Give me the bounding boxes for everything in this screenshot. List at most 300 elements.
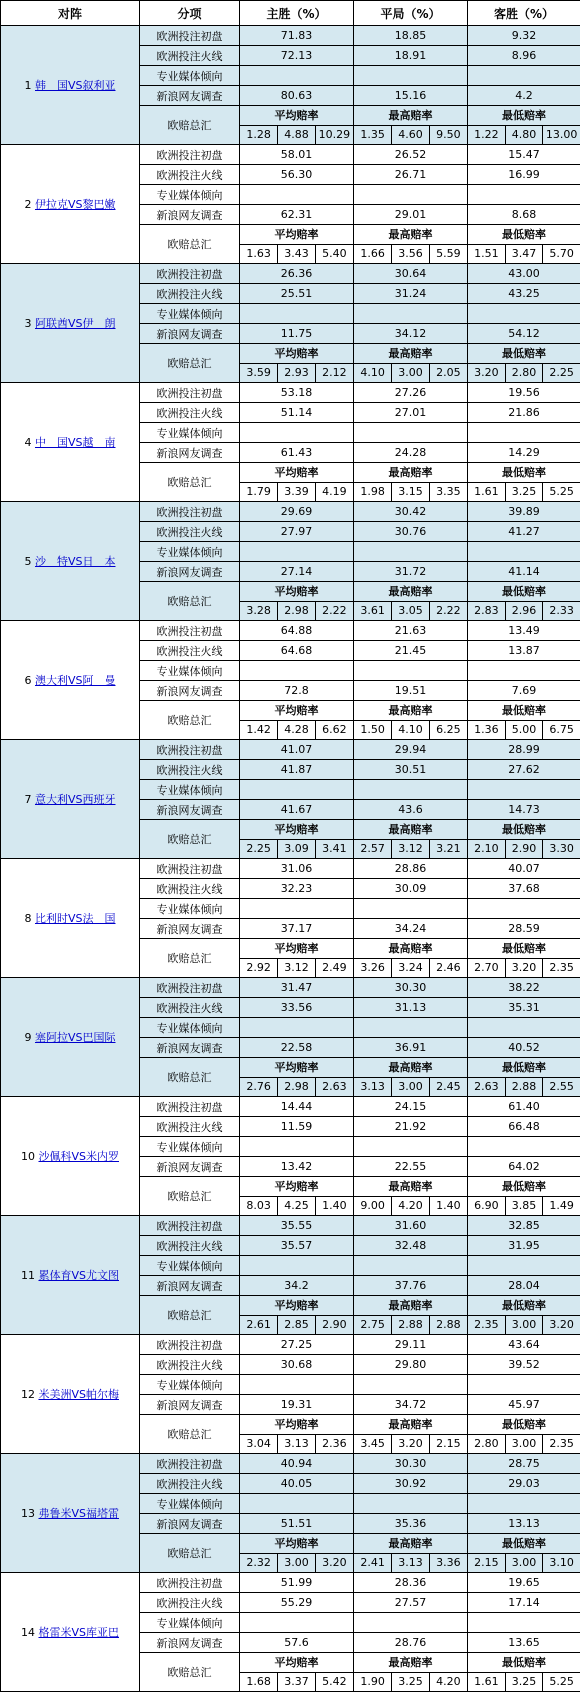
max-odds-table: [354, 1653, 467, 1691]
item-label: 欧赔总汇: [140, 1177, 240, 1216]
draw-odds: 3.25: [505, 482, 542, 501]
item-label: 专业媒体倾向: [140, 780, 240, 800]
max-odds-table: [354, 1177, 467, 1215]
avg-odds-table: [240, 1058, 353, 1096]
home-win-value: 14.44: [240, 1097, 354, 1117]
min-odds-table: [468, 1296, 580, 1334]
avg-odds-cell: [240, 344, 354, 383]
match-number: 9: [24, 1031, 31, 1044]
match-number: 1: [24, 79, 31, 92]
avg-odds-table: [240, 820, 353, 858]
avg-odds-cell: [240, 1534, 354, 1573]
avg-odds-header: 平均赔率: [240, 820, 353, 839]
home-win-value: [240, 899, 354, 919]
max-odds-table: [354, 106, 467, 144]
draw-value: 24.28: [354, 443, 468, 463]
max-odds-cell: [354, 1534, 468, 1573]
away-odds: 2.63: [315, 1077, 353, 1096]
item-label: 新浪网友调查: [140, 86, 240, 106]
away-odds: 2.55: [543, 1077, 580, 1096]
draw-value: 30.30: [354, 1454, 468, 1474]
draw-value: 22.55: [354, 1157, 468, 1177]
match-link[interactable]: 意大利VS西班牙: [35, 793, 116, 806]
max-odds-cell: [354, 1653, 468, 1692]
min-odds-header: 最低赔率: [468, 1653, 580, 1672]
item-label: 欧赔总汇: [140, 701, 240, 740]
draw-value: [354, 1256, 468, 1276]
home-win-value: 25.51: [240, 284, 354, 304]
draw-value: 37.76: [354, 1276, 468, 1296]
item-label: 新浪网友调查: [140, 324, 240, 344]
home-win-value: 62.31: [240, 205, 354, 225]
away-odds: 5.42: [315, 1672, 353, 1691]
match-link[interactable]: 米美洲VS帕尔梅: [38, 1388, 119, 1401]
max-odds-cell: [354, 106, 468, 145]
item-label: 欧赔总汇: [140, 582, 240, 621]
home-win-value: 27.14: [240, 562, 354, 582]
away-win-value: 28.99: [468, 740, 580, 760]
match-group: [1, 26, 580, 145]
max-odds-table: [354, 1058, 467, 1096]
draw-value: 29.94: [354, 740, 468, 760]
match-number: 10: [21, 1150, 35, 1163]
home-win-value: 27.25: [240, 1335, 354, 1355]
draw-value: [354, 1494, 468, 1514]
draw-value: 27.57: [354, 1593, 468, 1613]
home-odds: 2.32: [240, 1553, 278, 1572]
item-label: 欧洲投注火线: [140, 1593, 240, 1613]
max-odds-table: [354, 463, 467, 501]
home-odds: 1.61: [468, 482, 505, 501]
match-link[interactable]: 沙佩科VS米内罗: [38, 1150, 119, 1163]
draw-value: 31.60: [354, 1216, 468, 1236]
home-odds: 1.42: [240, 720, 278, 739]
item-label: 专业媒体倾向: [140, 1494, 240, 1514]
item-label: 欧赔总汇: [140, 1415, 240, 1454]
away-win-value: 43.25: [468, 284, 580, 304]
avg-odds-table: [240, 1415, 353, 1453]
item-label: 新浪网友调查: [140, 562, 240, 582]
avg-odds-header: 平均赔率: [240, 1058, 353, 1077]
match-number: 5: [24, 555, 31, 568]
away-win-value: [468, 185, 580, 205]
away-win-value: 19.65: [468, 1573, 580, 1593]
avg-odds-table: [240, 106, 353, 144]
match-link[interactable]: 韩 国VS叙利亚: [35, 79, 116, 92]
match-cell: [1, 383, 140, 502]
home-win-value: 35.55: [240, 1216, 354, 1236]
away-odds: 9.50: [429, 125, 467, 144]
away-win-value: 31.95: [468, 1236, 580, 1256]
match-cell: [1, 1454, 140, 1573]
item-label: 欧赔总汇: [140, 1534, 240, 1573]
min-odds-table: [468, 701, 580, 739]
away-win-value: 13.65: [468, 1633, 580, 1653]
max-odds-table: [354, 820, 467, 858]
max-odds-header: 最高赔率: [354, 463, 467, 482]
min-odds-table: [468, 463, 580, 501]
max-odds-cell: [354, 939, 468, 978]
draw-value: 30.64: [354, 264, 468, 284]
match-group: [1, 740, 580, 859]
away-odds: 5.40: [315, 244, 353, 263]
away-win-value: 13.49: [468, 621, 580, 641]
avg-odds-table: [240, 225, 353, 263]
row-initial-odds: [1, 740, 580, 760]
item-label: 专业媒体倾向: [140, 1137, 240, 1157]
away-win-value: 40.52: [468, 1038, 580, 1058]
away-odds: 1.49: [543, 1196, 580, 1215]
min-odds-cell: [468, 106, 580, 145]
draw-value: 30.76: [354, 522, 468, 542]
away-win-value: 9.32: [468, 26, 580, 46]
draw-odds: 3.00: [392, 1077, 430, 1096]
away-odds: 13.00: [543, 125, 580, 144]
home-odds: 3.28: [240, 601, 278, 620]
away-win-value: [468, 1494, 580, 1514]
match-cell: [1, 740, 140, 859]
row-initial-odds: [1, 859, 580, 879]
home-win-value: 53.18: [240, 383, 354, 403]
max-odds-header: 最高赔率: [354, 1415, 467, 1434]
draw-odds: 3.85: [505, 1196, 542, 1215]
min-odds-header: 最低赔率: [468, 463, 580, 482]
avg-odds-cell: [240, 582, 354, 621]
item-label: 欧洲投注初盘: [140, 859, 240, 879]
avg-odds-header: 平均赔率: [240, 1296, 353, 1315]
away-win-value: [468, 304, 580, 324]
home-win-value: 56.30: [240, 165, 354, 185]
header-away-win: 客胜（%）: [468, 1, 580, 26]
max-odds-table: [354, 939, 467, 977]
draw-value: 30.30: [354, 978, 468, 998]
item-label: 欧洲投注火线: [140, 1117, 240, 1137]
home-win-value: [240, 1613, 354, 1633]
draw-odds: 3.12: [278, 958, 316, 977]
home-odds: 1.35: [354, 125, 392, 144]
home-win-value: [240, 1018, 354, 1038]
home-win-value: 32.23: [240, 879, 354, 899]
match-group: [1, 1454, 580, 1573]
home-odds: 1.51: [468, 244, 505, 263]
draw-value: 29.01: [354, 205, 468, 225]
match-group: [1, 978, 580, 1097]
home-win-value: 80.63: [240, 86, 354, 106]
away-win-value: 21.86: [468, 403, 580, 423]
home-odds: 3.59: [240, 363, 278, 382]
item-label: 新浪网友调查: [140, 1157, 240, 1177]
item-label: 欧赔总汇: [140, 106, 240, 145]
max-odds-header: 最高赔率: [354, 939, 467, 958]
away-odds: 3.30: [543, 839, 580, 858]
home-odds: 2.63: [468, 1077, 505, 1096]
match-link[interactable]: 弗鲁米VS福塔雷: [38, 1507, 119, 1520]
item-label: 欧洲投注初盘: [140, 1216, 240, 1236]
draw-value: 28.86: [354, 859, 468, 879]
draw-odds: 3.37: [278, 1672, 316, 1691]
item-label: 专业媒体倾向: [140, 899, 240, 919]
draw-odds: 4.88: [278, 125, 316, 144]
max-odds-header: 最高赔率: [354, 1058, 467, 1077]
away-odds: 4.20: [429, 1672, 467, 1691]
max-odds-table: [354, 225, 467, 263]
draw-value: 43.6: [354, 800, 468, 820]
away-odds: 4.19: [315, 482, 353, 501]
draw-value: [354, 1137, 468, 1157]
min-odds-table: [468, 344, 580, 382]
avg-odds-table: [240, 1296, 353, 1334]
max-odds-header: 最高赔率: [354, 225, 467, 244]
away-win-value: [468, 423, 580, 443]
away-odds: 6.75: [543, 720, 580, 739]
home-win-value: [240, 661, 354, 681]
home-win-value: 61.43: [240, 443, 354, 463]
item-label: 欧洲投注初盘: [140, 740, 240, 760]
min-odds-header: 最低赔率: [468, 1534, 580, 1553]
match-link[interactable]: 格雷米VS库亚巴: [38, 1626, 119, 1639]
away-win-value: 4.2: [468, 86, 580, 106]
avg-odds-cell: [240, 463, 354, 502]
min-odds-header: 最低赔率: [468, 225, 580, 244]
item-label: 专业媒体倾向: [140, 1018, 240, 1038]
away-odds: 2.33: [543, 601, 580, 620]
home-win-value: 64.88: [240, 621, 354, 641]
home-odds: 2.35: [468, 1315, 505, 1334]
draw-value: 34.72: [354, 1395, 468, 1415]
home-win-value: 19.31: [240, 1395, 354, 1415]
away-odds: 2.22: [429, 601, 467, 620]
draw-value: [354, 66, 468, 86]
min-odds-cell: [468, 939, 580, 978]
home-odds: 2.57: [354, 839, 392, 858]
item-label: 专业媒体倾向: [140, 1613, 240, 1633]
away-odds: 10.29: [315, 125, 353, 144]
max-odds-cell: [354, 820, 468, 859]
home-win-value: 51.51: [240, 1514, 354, 1534]
draw-odds: 2.80: [505, 363, 542, 382]
item-label: 专业媒体倾向: [140, 304, 240, 324]
row-initial-odds: [1, 502, 580, 522]
away-odds: 2.46: [429, 958, 467, 977]
away-odds: 5.25: [543, 482, 580, 501]
table-header: [1, 1, 580, 26]
item-label: 欧洲投注火线: [140, 1355, 240, 1375]
home-odds: 2.75: [354, 1315, 392, 1334]
home-odds: 3.26: [354, 958, 392, 977]
item-label: 欧洲投注初盘: [140, 1335, 240, 1355]
away-odds: 5.59: [429, 244, 467, 263]
max-odds-header: 最高赔率: [354, 1653, 467, 1672]
min-odds-header: 最低赔率: [468, 106, 580, 125]
item-label: 新浪网友调查: [140, 919, 240, 939]
home-win-value: 71.83: [240, 26, 354, 46]
draw-value: [354, 899, 468, 919]
away-odds: 2.90: [315, 1315, 353, 1334]
max-odds-header: 最高赔率: [354, 1534, 467, 1553]
draw-odds: 3.47: [505, 244, 542, 263]
away-odds: 1.40: [315, 1196, 353, 1215]
home-win-value: 57.6: [240, 1633, 354, 1653]
min-odds-cell: [468, 344, 580, 383]
home-odds: 9.00: [354, 1196, 392, 1215]
away-odds: 2.12: [315, 363, 353, 382]
away-win-value: 64.02: [468, 1157, 580, 1177]
draw-value: 32.48: [354, 1236, 468, 1256]
match-link[interactable]: 沙 特VS日 本: [35, 555, 116, 568]
match-link[interactable]: 塞阿拉VS巴国际: [35, 1031, 116, 1044]
max-odds-cell: [354, 1415, 468, 1454]
draw-odds: 3.05: [392, 601, 430, 620]
item-label: 欧赔总汇: [140, 1653, 240, 1692]
home-win-value: 29.69: [240, 502, 354, 522]
draw-odds: 3.20: [392, 1434, 430, 1453]
home-win-value: 11.75: [240, 324, 354, 344]
draw-value: 31.13: [354, 998, 468, 1018]
min-odds-header: 最低赔率: [468, 939, 580, 958]
home-odds: 1.28: [240, 125, 278, 144]
match-group: [1, 264, 580, 383]
row-initial-odds: [1, 1573, 580, 1593]
away-win-value: 35.31: [468, 998, 580, 1018]
away-win-value: [468, 1375, 580, 1395]
match-cell: [1, 264, 140, 383]
draw-value: [354, 1375, 468, 1395]
max-odds-cell: [354, 582, 468, 621]
home-odds: 2.41: [354, 1553, 392, 1572]
min-odds-cell: [468, 1177, 580, 1216]
draw-value: 34.12: [354, 324, 468, 344]
item-label: 欧赔总汇: [140, 1296, 240, 1335]
away-odds: 2.88: [429, 1315, 467, 1334]
max-odds-table: [354, 1415, 467, 1453]
item-label: 欧赔总汇: [140, 820, 240, 859]
home-win-value: 31.47: [240, 978, 354, 998]
min-odds-cell: [468, 701, 580, 740]
item-label: 欧洲投注火线: [140, 165, 240, 185]
header-row: [1, 1, 580, 26]
draw-odds: 2.93: [278, 363, 316, 382]
min-odds-table: [468, 939, 580, 977]
away-win-value: 28.04: [468, 1276, 580, 1296]
away-win-value: 13.87: [468, 641, 580, 661]
match-link[interactable]: 中 国VS越 南: [35, 436, 116, 449]
home-odds: 1.61: [468, 1672, 505, 1691]
item-label: 专业媒体倾向: [140, 1375, 240, 1395]
home-odds: 1.66: [354, 244, 392, 263]
away-win-value: 28.59: [468, 919, 580, 939]
home-win-value: 72.13: [240, 46, 354, 66]
match-number: 8: [24, 912, 31, 925]
match-group: [1, 1216, 580, 1335]
draw-value: [354, 304, 468, 324]
draw-value: [354, 423, 468, 443]
item-label: 欧洲投注初盘: [140, 145, 240, 165]
match-link[interactable]: 澳大利VS阿 曼: [35, 674, 116, 687]
draw-value: 30.92: [354, 1474, 468, 1494]
away-odds: 2.22: [315, 601, 353, 620]
home-win-value: 34.2: [240, 1276, 354, 1296]
item-label: 欧洲投注初盘: [140, 978, 240, 998]
away-win-value: 39.52: [468, 1355, 580, 1375]
home-odds: 2.25: [240, 839, 278, 858]
avg-odds-cell: [240, 1415, 354, 1454]
away-win-value: 41.27: [468, 522, 580, 542]
min-odds-header: 最低赔率: [468, 1415, 580, 1434]
home-win-value: 31.06: [240, 859, 354, 879]
header-item: 分项: [140, 1, 240, 26]
match-number: 7: [24, 793, 31, 806]
item-label: 欧赔总汇: [140, 344, 240, 383]
item-label: 欧洲投注火线: [140, 760, 240, 780]
home-odds: 1.68: [240, 1672, 278, 1691]
match-link[interactable]: 累体育VS尤文图: [38, 1269, 119, 1282]
max-odds-table: [354, 1534, 467, 1572]
draw-odds: 3.12: [392, 839, 430, 858]
away-win-value: 28.75: [468, 1454, 580, 1474]
max-odds-cell: [354, 225, 468, 264]
away-odds: 2.35: [543, 1434, 580, 1453]
item-label: 欧洲投注初盘: [140, 1573, 240, 1593]
home-odds: 3.45: [354, 1434, 392, 1453]
home-win-value: 22.58: [240, 1038, 354, 1058]
item-label: 新浪网友调查: [140, 681, 240, 701]
away-odds: 3.21: [429, 839, 467, 858]
item-label: 新浪网友调查: [140, 443, 240, 463]
draw-odds: 3.13: [278, 1434, 316, 1453]
item-label: 新浪网友调查: [140, 1038, 240, 1058]
draw-value: [354, 185, 468, 205]
away-win-value: [468, 661, 580, 681]
row-initial-odds: [1, 621, 580, 641]
home-win-value: 26.36: [240, 264, 354, 284]
match-link[interactable]: 比利时VS法 国: [35, 912, 116, 925]
max-odds-cell: [354, 1058, 468, 1097]
min-odds-table: [468, 225, 580, 263]
away-win-value: [468, 1137, 580, 1157]
min-odds-table: [468, 1058, 580, 1096]
min-odds-header: 最低赔率: [468, 582, 580, 601]
draw-value: 18.91: [354, 46, 468, 66]
avg-odds-header: 平均赔率: [240, 701, 353, 720]
match-cell: [1, 1216, 140, 1335]
min-odds-cell: [468, 463, 580, 502]
avg-odds-header: 平均赔率: [240, 1653, 353, 1672]
draw-value: 34.24: [354, 919, 468, 939]
draw-odds: 3.00: [505, 1434, 542, 1453]
avg-odds-header: 平均赔率: [240, 106, 353, 125]
away-win-value: 8.96: [468, 46, 580, 66]
avg-odds-header: 平均赔率: [240, 344, 353, 363]
match-link[interactable]: 阿联酋VS伊 朗: [35, 317, 116, 330]
item-label: 欧洲投注火线: [140, 522, 240, 542]
max-odds-cell: [354, 701, 468, 740]
away-odds: 2.45: [429, 1077, 467, 1096]
max-odds-header: 最高赔率: [354, 344, 467, 363]
item-label: 欧洲投注初盘: [140, 1097, 240, 1117]
away-odds: 3.20: [315, 1553, 353, 1572]
draw-odds: 3.24: [392, 958, 430, 977]
match-link[interactable]: 伊拉克VS黎巴嫩: [35, 198, 116, 211]
away-win-value: 66.48: [468, 1117, 580, 1137]
draw-odds: 3.00: [392, 363, 430, 382]
item-label: 欧赔总汇: [140, 225, 240, 264]
draw-value: 35.36: [354, 1514, 468, 1534]
draw-odds: 4.80: [505, 125, 542, 144]
min-odds-cell: [468, 1415, 580, 1454]
draw-value: 27.26: [354, 383, 468, 403]
away-odds: 3.35: [429, 482, 467, 501]
avg-odds-cell: [240, 1177, 354, 1216]
